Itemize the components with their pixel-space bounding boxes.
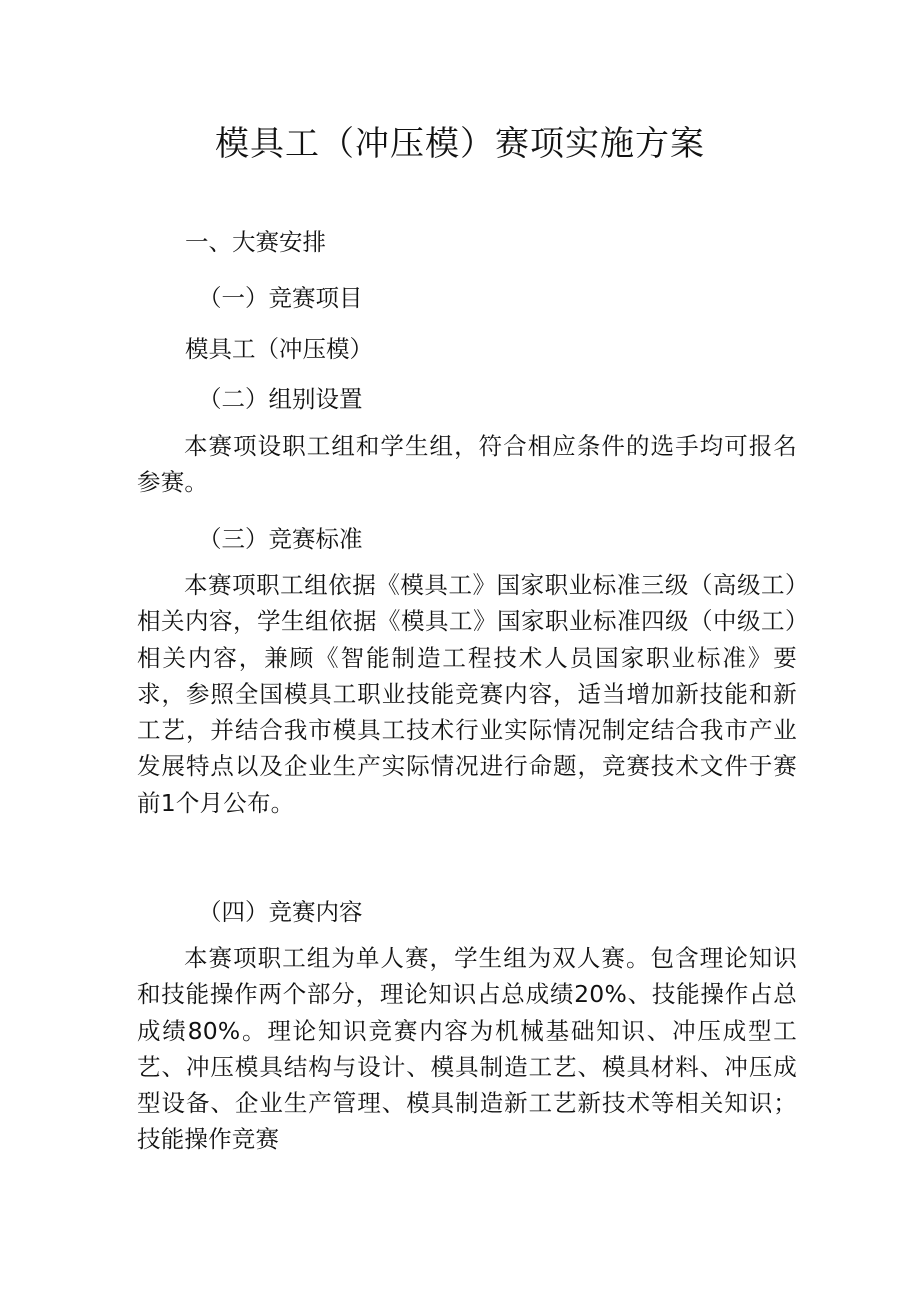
section-heading-arrangement: 一、大赛安排: [185, 228, 326, 256]
subsection-body-groups: 本赛项设职工组和学生组，符合相应条件的选手均可报名参赛。: [137, 432, 797, 497]
document-title: 模具工（冲压模）赛项实施方案: [215, 124, 705, 164]
subsection-heading-groups: （二）组别设置: [198, 385, 363, 413]
subsection-body-standard: 本赛项职工组依据《模具工》国家职业标准三级（高级工）相关内容，学生组依据《模具工》国家职业标准四级（中级工）相关内容，兼顾《智能制造工程技术人员国家职业标准》要求，参照全国模具工职业技能竞赛内容，适当增加新技能和新工艺，并结合我市模具工技术行业实际情况制定结合我市产业发展特点以及企业生产实际情况进行命题，竞赛技术文件于赛前1个月公布。: [137, 571, 797, 817]
subsection-heading-content: （四）竞赛内容: [198, 898, 363, 926]
subsection-heading-standard: （三）竞赛标准: [198, 525, 363, 553]
subsection-body-content: 本赛项职工组为单人赛，学生组为双人赛。包含理论知识和技能操作两个部分，理论知识占总成绩20%、技能操作占总成绩80%。理论知识竞赛内容为机械基础知识、冲压成型工艺、冲压模具结构与设计、模具制造工艺、模具材料、冲压成型设备、企业生产管理、模具制造新工艺新技术等相关知识；技能操作竞赛: [137, 944, 797, 1154]
subsection-body-project: 模具工（冲压模）: [185, 335, 373, 363]
subsection-heading-project: （一）竞赛项目: [198, 284, 363, 312]
